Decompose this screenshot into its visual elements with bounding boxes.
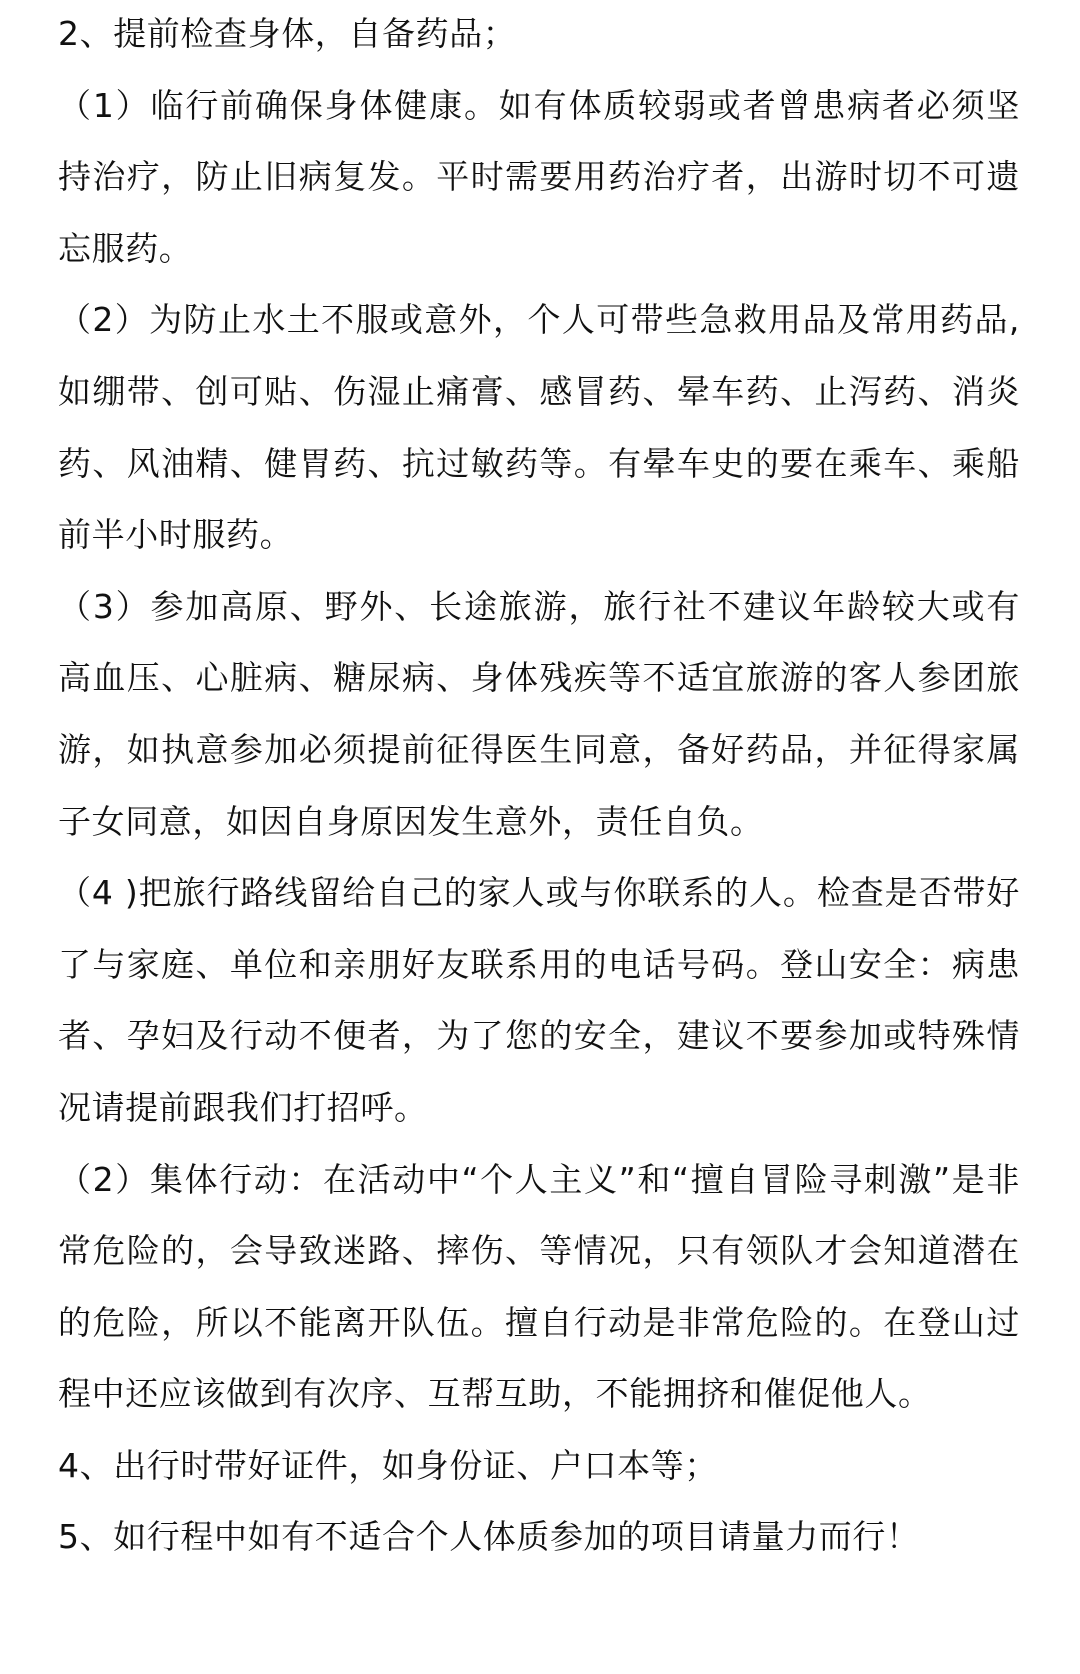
paragraph-item-2-medicine: （2）为防止水土不服或意外，个人可带些急救用品及常用药品,如绷带、创可贴、伤湿止痛膏、感冒药、晕车药、止泻药、消炎药、风油精、健胃药、抗过敏药等。有晕车史的要在乘车、乘船前半小时服药。 [58,300,1020,555]
paragraph-fitness: 5、如行程中如有不适合个人体质参加的项目请量力而行！ [58,1517,920,1557]
paragraph-item-2-group-action: （2）集体行动：在活动中“个人主义”和“擅自冒险寻刺激”是非常危险的，会导致迷路、摔伤、等情况，只有领队才会知道潜在的危险，所以不能离开队伍。擅自行动是非常危险的。在登山过程中还应该做到有次序、互帮互助，不能拥挤和催促他人。 [58,1159,1020,1414]
paragraph-documents: 4、出行时带好证件，如身份证、户口本等； [58,1445,718,1485]
paragraph-health-check-heading: 2、提前检查身体，自备药品； [58,14,517,53]
paragraph-item-3-plateau: （3）参加高原、野外、长途旅游，旅行社不建议年龄较大或有高血压、心脏病、糖尿病、身体残疾等不适宜旅游的客人参团旅游，如执意参加必须提前征得医生同意，备好药品，并征得家属子女同意，如因自身原因发生意外，责任自负。 [58,586,1020,841]
paragraph-item-4-route: （4 )把旅行路线留给自己的家人或与你联系的人。检查是否带好了与家庭、单位和亲朋好友联系用的电话号码。登山安全：病患者、孕妇及行动不便者，为了您的安全，建议不要参加或特殊情况请提前跟我们打招呼。 [58,873,1020,1127]
document-body [58,0,1020,1573]
paragraph-item-1-health: （1）临行前确保身体健康。如有体质较弱或者曾患病者必须坚持治疗，防止旧病复发。平时需要用药治疗者，出游时切不可遗忘服药。 [58,85,1020,268]
